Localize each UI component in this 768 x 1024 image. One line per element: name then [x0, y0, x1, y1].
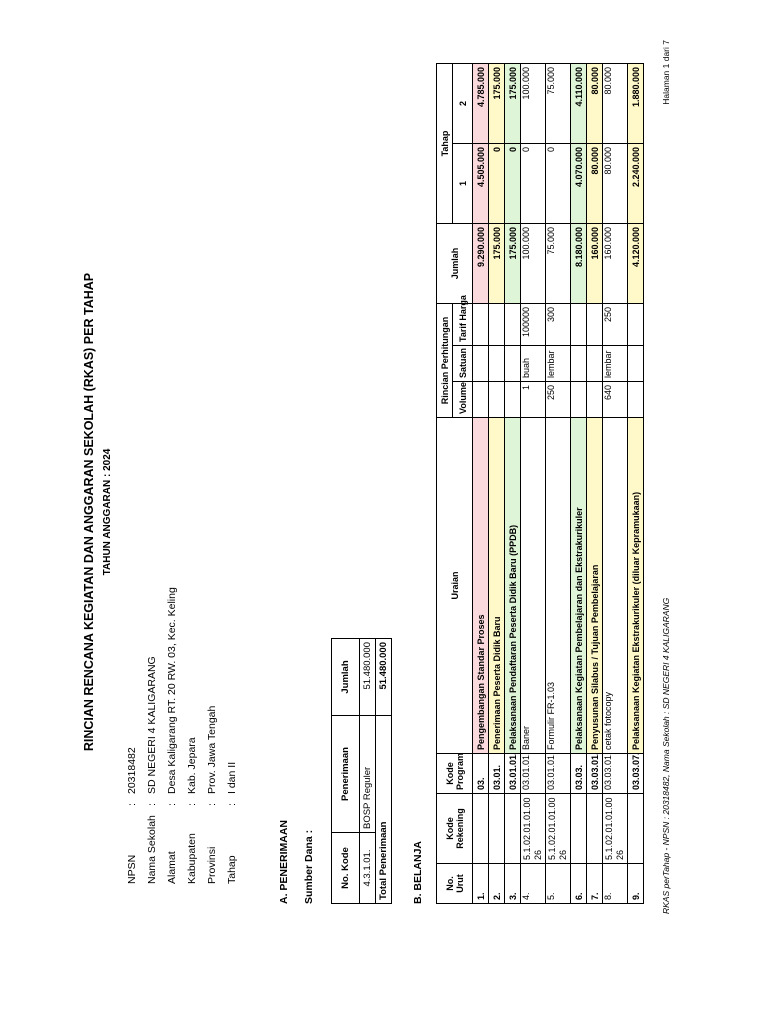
page-subtitle: TAHUN ANGGARAN : 2024	[102, 448, 113, 576]
cell-no: 6.	[571, 864, 587, 904]
sumber-dana-label: Sumber Dana :	[303, 829, 315, 904]
header-jumlah: Jumlah	[332, 639, 360, 716]
cell-no: 1.	[473, 864, 489, 904]
cell-satuan	[473, 346, 489, 382]
cell-tahap-2: 175.000	[489, 63, 505, 143]
cell-jumlah: 100.000	[521, 223, 546, 303]
cell-tarif: 250	[603, 303, 628, 345]
cell-volume	[505, 382, 521, 418]
cell-uraian: Pelaksanaan Kegiatan Pembelajaran dan Ekstrakurikuler	[571, 418, 587, 754]
cell-satuan: lembar	[546, 346, 571, 382]
cell-tarif	[473, 303, 489, 345]
header-satuan: Satuan	[453, 346, 473, 382]
footer-page-number: Halaman 1 dari 7	[661, 40, 671, 105]
cell-jumlah: 160.000	[587, 223, 603, 303]
cell-kode-rekening	[628, 794, 644, 864]
table-row	[546, 63, 571, 903]
cell-kode-program: 03.01.01.	[546, 754, 571, 794]
cell-kode-rekening: 5.1.02.01.01.0026	[521, 794, 546, 864]
cell-kode-program: 03.01.01.	[521, 754, 546, 794]
cell-volume	[571, 382, 587, 418]
cell-volume	[489, 382, 505, 418]
belanja-table	[436, 63, 644, 904]
cell-no: 7.	[587, 864, 603, 904]
cell-satuan: lembar	[603, 346, 628, 382]
cell-kode: 4.3.1.01.	[360, 833, 376, 904]
cell-volume: 640	[603, 382, 628, 418]
cell-tarif	[571, 303, 587, 345]
header-tahap: Tahap	[437, 63, 453, 223]
cell-uraian: Formulir FR-1.03	[546, 418, 571, 754]
cell-uraian: Pelaksanaan Pendaftaran Peserta Didik Baru (PPDB)	[505, 418, 521, 754]
cell-uraian: Baner	[521, 418, 546, 754]
info-alamat: Alamat:Desa Kaligarang RT. 20 RW. 03, Kec. Keling	[166, 587, 178, 884]
cell-tahap-1: 0	[521, 143, 546, 223]
cell-volume: 1	[521, 382, 546, 418]
page-title: RINCIAN RENCANA KEGIATAN DAN ANGGARAN SEKOLAH (RKAS) PER TAHAP	[82, 272, 96, 752]
cell-kode-program: 03.03.	[571, 754, 587, 794]
cell-tahap-1: 80.000	[587, 143, 603, 223]
table-row	[489, 63, 505, 903]
cell-no: 4.	[521, 864, 546, 904]
header-volume: Volume	[453, 382, 473, 418]
table-row	[473, 63, 489, 903]
cell-uraian: Penyusunan Silabus / Tujuan Pembelajaran	[587, 418, 603, 754]
cell-tahap-2: 175.000	[505, 63, 521, 143]
table-row	[521, 63, 546, 903]
info-npsn: NPSN:20318482	[126, 747, 138, 884]
penerimaan-table	[331, 638, 392, 904]
cell-tahap-2: 4.110.000	[571, 63, 587, 143]
belanja-body	[473, 63, 644, 903]
total-value: 51.480.000	[376, 639, 392, 716]
cell-kode-program: 03.	[473, 754, 489, 794]
cell-tahap-1: 4.070.000	[571, 143, 587, 223]
table-row	[360, 639, 376, 904]
cell-jumlah: 51.480.000	[360, 639, 376, 716]
cell-tahap-2: 100.000	[521, 63, 546, 143]
cell-no: 2.	[489, 864, 505, 904]
cell-no: 5.	[546, 864, 571, 904]
cell-uraian: cetak fotocopy	[603, 418, 628, 754]
header-no-urut: No. Urut	[437, 864, 473, 904]
cell-tarif	[489, 303, 505, 345]
header-no-kode: No. Kode	[332, 833, 360, 904]
cell-jumlah: 9.290.000	[473, 223, 489, 303]
cell-kode-program: 03.01.	[489, 754, 505, 794]
belanja-header-row-1	[437, 63, 453, 903]
table-row	[603, 63, 628, 903]
header-tahap-1: 1	[453, 143, 473, 223]
cell-tahap-2: 4.785.000	[473, 63, 489, 143]
cell-tahap-1: 0	[489, 143, 505, 223]
info-nama-sekolah: Nama Sekolah:SD NEGERI 4 KALIGARANG	[146, 656, 158, 884]
cell-jumlah: 175.000	[505, 223, 521, 303]
header-jumlah: Jumlah	[437, 223, 473, 303]
cell-satuan	[489, 346, 505, 382]
info-kabupaten: Kabupaten:Kab. Jepara	[186, 737, 198, 884]
cell-volume	[473, 382, 489, 418]
table-row	[505, 63, 521, 903]
cell-jumlah: 75.000	[546, 223, 571, 303]
footer-left: RKAS perTahap - NPSN : 20318482, Nama Sekolah : SD NEGERI 4 KALIGARANG	[661, 597, 671, 914]
cell-volume	[628, 382, 644, 418]
table-row	[571, 63, 587, 903]
penerimaan-header-row	[332, 639, 360, 904]
header-uraian: Uraian	[437, 418, 473, 754]
info-provinsi: Provinsi:Prov. Jawa Tengah	[206, 705, 218, 884]
cell-kode-rekening	[489, 794, 505, 864]
cell-uraian: Pengembangan Standar Proses	[473, 418, 489, 754]
cell-volume	[587, 382, 603, 418]
cell-tarif	[505, 303, 521, 345]
cell-tahap-1: 0	[505, 143, 521, 223]
cell-kode-rekening	[571, 794, 587, 864]
cell-no: 8.	[603, 864, 628, 904]
cell-kode-rekening	[587, 794, 603, 864]
cell-satuan	[571, 346, 587, 382]
cell-uraian: Penerimaan Peserta Didik Baru	[489, 418, 505, 754]
cell-kode-rekening: 5.1.02.01.01.0026	[603, 794, 628, 864]
header-kode-rekening: Kode Rekening	[437, 794, 473, 864]
cell-no: 9.	[628, 864, 644, 904]
section-penerimaan: A. PENERIMAAN	[278, 819, 290, 904]
cell-satuan	[505, 346, 521, 382]
cell-tarif: 100000	[521, 303, 546, 345]
cell-kode-program: 03.03.07.	[628, 754, 644, 794]
header-tarif: Tarif Harga	[453, 303, 473, 345]
cell-satuan	[587, 346, 603, 382]
cell-kode-program: 03.03.01.	[603, 754, 628, 794]
cell-kode-program: 03.01.01.	[505, 754, 521, 794]
cell-penerimaan: BOSP Reguler	[360, 716, 376, 833]
cell-kode-rekening	[473, 794, 489, 864]
cell-kode-rekening	[505, 794, 521, 864]
table-row	[587, 63, 603, 903]
total-label: Total Penerimaan	[376, 716, 392, 904]
cell-tahap-2: 80.000	[603, 63, 628, 143]
cell-tarif	[628, 303, 644, 345]
cell-tahap-1: 80.000	[603, 143, 628, 223]
cell-jumlah: 160.000	[603, 223, 628, 303]
cell-tahap-1: 4.505.000	[473, 143, 489, 223]
total-row	[376, 639, 392, 904]
cell-uraian: Pelaksanaan Kegiatan Ekstrakurikuler (diluar Kepramukaan)	[628, 418, 644, 754]
cell-satuan	[628, 346, 644, 382]
cell-tahap-2: 80.000	[587, 63, 603, 143]
cell-jumlah: 4.120.000	[628, 223, 644, 303]
cell-tahap-1: 0	[546, 143, 571, 223]
cell-volume: 250	[546, 382, 571, 418]
cell-kode-program: 03.03.01.	[587, 754, 603, 794]
section-belanja: B. BELANJA	[412, 840, 424, 904]
header-rincian: Rincian Perhitungan	[437, 303, 453, 417]
cell-tahap-2: 1.880.000	[628, 63, 644, 143]
cell-satuan: buah	[521, 346, 546, 382]
header-kode-program: Kode Program	[437, 754, 473, 794]
school-info	[122, 587, 242, 884]
cell-jumlah: 8.180.000	[571, 223, 587, 303]
info-tahap: Tahap:I dan II	[226, 761, 238, 884]
cell-no: 3.	[505, 864, 521, 904]
header-tahap-2: 2	[453, 63, 473, 143]
header-penerimaan: Penerimaan	[332, 716, 360, 833]
cell-kode-rekening: 5.1.02.01.01.0026	[546, 794, 571, 864]
table-row	[628, 63, 644, 903]
cell-tahap-2: 75.000	[546, 63, 571, 143]
cell-tahap-1: 2.240.000	[628, 143, 644, 223]
cell-jumlah: 175.000	[489, 223, 505, 303]
cell-tarif: 300	[546, 303, 571, 345]
cell-tarif	[587, 303, 603, 345]
